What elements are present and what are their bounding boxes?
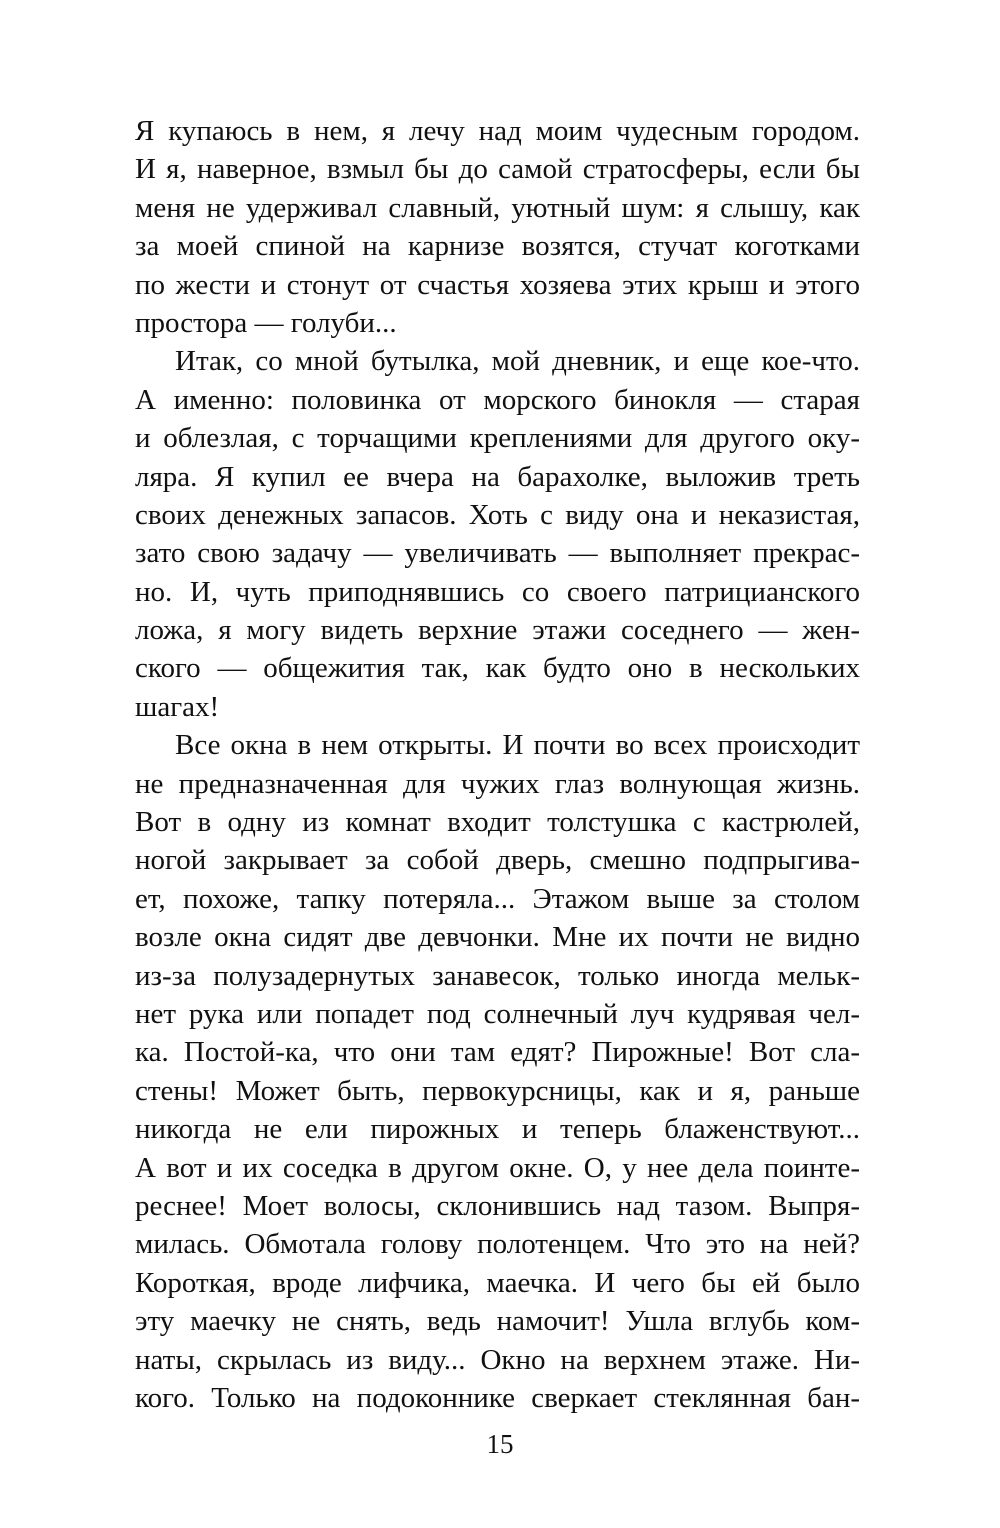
text-line: своих денежных запасов. Хоть с виду она и неказистая, bbox=[135, 498, 860, 531]
text-line: реснее! Моет волосы, склонившись над тазом. Выпря- bbox=[135, 1189, 860, 1222]
text-line: возле окна сидят две девчонки. Мне их почти не видно bbox=[135, 921, 860, 954]
text-line: Итак, со мной бутылка, мой дневник, и еще кое-что. bbox=[175, 345, 860, 378]
text-line: но. И, чуть приподнявшись со своего патрицианского bbox=[135, 575, 860, 608]
text-line: Я купаюсь в нем, я лечу над моим чудесным городом. bbox=[135, 115, 860, 147]
text-line: за моей спиной на карнизе возятся, стучат коготками bbox=[135, 230, 860, 263]
text-line: Вот в одну из комнат входит толстушка с кастрюлей, bbox=[135, 806, 860, 839]
text-line: милась. Обмотала голову полотенцем. Что это на ней? bbox=[135, 1228, 860, 1261]
text-line: А именно: половинка от морского бинокля — старая bbox=[135, 383, 860, 416]
text-line: простора — голуби... bbox=[135, 306, 397, 339]
text-line: ет, похоже, тапку потеряла... Этажом выше за столом bbox=[135, 882, 860, 915]
text-line: ногой закрывает за собой дверь, смешно подпрыгива- bbox=[135, 844, 860, 877]
text-line: кого. Только на подоконнике сверкает стеклянная бан- bbox=[135, 1381, 860, 1414]
text-line: эту маечку не снять, ведь намочит! Ушла вглубь ком- bbox=[135, 1305, 860, 1338]
page-number: 15 bbox=[486, 1429, 514, 1459]
text-line: ложа, я могу видеть верхние этажи соседнего — жен- bbox=[135, 614, 860, 647]
text-line: наты, скрылась из виду... Окно на верхнем этаже. Ни- bbox=[135, 1343, 860, 1376]
text-line: ского — общежития так, как будто оно в нескольких bbox=[135, 652, 860, 685]
text-line: нет рука или попадет под солнечный луч кудрявая чел- bbox=[135, 997, 860, 1030]
text-line: не предназначенная для чужих глаз волнующая жизнь. bbox=[135, 767, 860, 800]
text-line: Короткая, вроде лифчика, маечка. И чего бы ей было bbox=[135, 1266, 860, 1299]
text-line: шагах! bbox=[135, 690, 220, 723]
text-line: по жести и стонут от счастья хозяева этих крыш и этого bbox=[135, 268, 860, 301]
text-line: А вот и их соседка в другом окне. О, у нее дела поинте- bbox=[135, 1151, 860, 1184]
text-line: никогда не ели пирожных и теперь блаженствуют... bbox=[135, 1113, 860, 1146]
text-line: и облезлая, с торчащими креплениями для другого оку- bbox=[135, 422, 860, 455]
text-line: ляра. Я купил ее вчера на барахолке, выложив треть bbox=[135, 460, 860, 493]
text-line: стены! Может быть, первокурсницы, как и я, раньше bbox=[135, 1074, 860, 1107]
text-line: меня не удерживал славный, уютный шум: я слышу, как bbox=[135, 191, 860, 224]
text-line: зато свою задачу — увеличивать — выполняет прекрас- bbox=[135, 537, 860, 570]
text-line: Все окна в нем открыты. И почти во всех происходит bbox=[175, 729, 860, 762]
text-line: из-за полузадернутых занавесок, только иногда мельк- bbox=[135, 959, 860, 992]
text-line: ка. Постой-ка, что они там едят? Пирожные! Вот сла- bbox=[135, 1036, 860, 1069]
text-line: И я, наверное, взмыл бы до самой стратосферы, если бы bbox=[135, 153, 860, 186]
body-text bbox=[135, 112, 860, 1417]
